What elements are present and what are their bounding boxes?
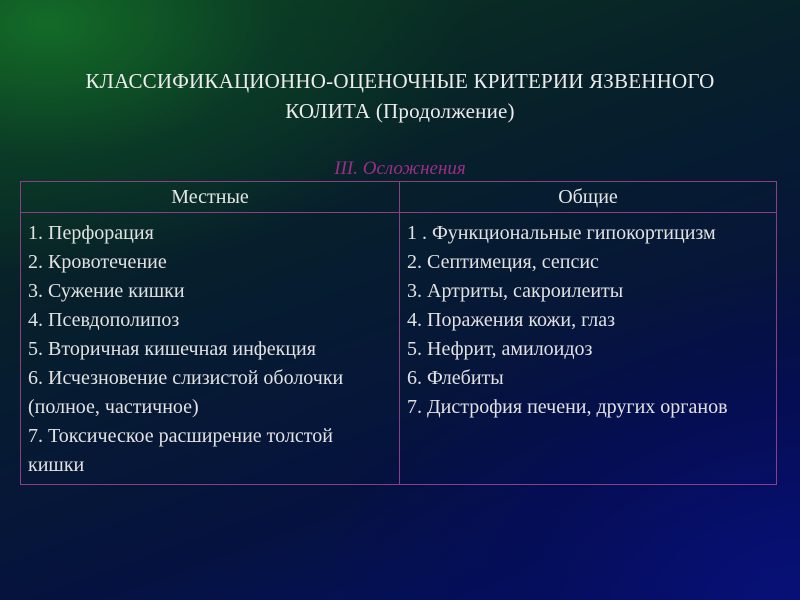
list-item: 6. Исчезновение слизистой оболочки (полное, частичное): [28, 367, 344, 418]
list-item: 7. Токсическое расширение толстой кишки: [28, 425, 333, 476]
slide-title-line-1: КЛАССИФИКАЦИОННО-ОЦЕНОЧНЫЕ КРИТЕРИИ ЯЗВЕННОГО: [85, 69, 715, 93]
list-item: 1. Перфорация: [28, 222, 154, 244]
list-item: 2. Септимеция, сепсис: [407, 251, 599, 273]
general-complications-cell: [400, 213, 777, 485]
header-general: Общие: [400, 182, 777, 213]
section-heading: III. Осложнения: [334, 158, 466, 179]
complications-table: [20, 181, 777, 485]
list-item: 5. Вторичная кишечная инфекция: [28, 338, 316, 360]
list-item: 3. Сужение кишки: [28, 280, 185, 302]
local-complications-cell: [21, 213, 400, 485]
list-item: 4. Псевдополипоз: [28, 309, 180, 331]
table-header-row: [21, 182, 777, 213]
list-item: 4. Поражения кожи, глаз: [407, 309, 616, 331]
list-item: 2. Кровотечение: [28, 251, 167, 273]
list-item: 1 . Функциональные гипокортицизм: [407, 222, 716, 244]
list-item: 3. Артриты, сакроилеиты: [407, 280, 624, 302]
header-local: Местные: [21, 182, 400, 213]
table-body-row: [21, 213, 777, 485]
list-item: 5. Нефрит, амилоидоз: [407, 338, 593, 360]
list-item: 7. Дистрофия печени, других органов: [407, 396, 728, 418]
list-item: 6. Флебиты: [407, 367, 504, 389]
slide-title-line-2: КОЛИТА (Продолжение): [285, 99, 515, 123]
slide-title: [60, 66, 740, 126]
